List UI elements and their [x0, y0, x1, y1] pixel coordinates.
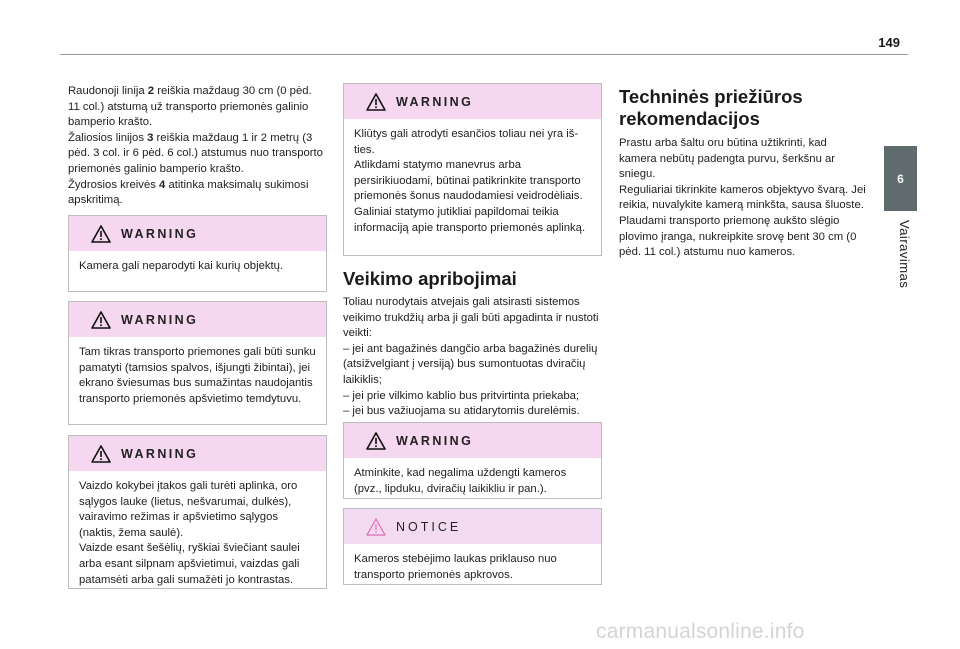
warning-title: WARNING [121, 312, 199, 327]
limitations-paragraph: Toliau nurodytais atvejais gali atsirasti sistemos veikimo trukdžių arba ji gali būti apgadinta ir nustoti veikti: – jei ant bagažinės dangčio arba bagažinės durelių (atsižvelgiant į versiją) bus sumontuotas dviračių laikiklis; – jei prie vilkimo kablio bus pritvirtinta priekaba; – jei bus važiuojama su atidarytomis durelėmis. [343, 296, 599, 418]
warning-title: WARNING [121, 446, 199, 461]
warning-triangle-icon [91, 311, 111, 329]
warning-body: Kamera gali neparodyti kai kurių objektų. [79, 260, 284, 272]
warning-header [69, 216, 326, 251]
warning-header [69, 436, 326, 471]
notice-body: Kameros stebėjimo laukas priklauso nuo transporto priemonės apkrovos. [354, 553, 557, 581]
warning-title: WARNING [396, 433, 474, 448]
warning-triangle-icon [91, 225, 111, 243]
warning-body: Atminkite, kad negalima uždengti kameros (pvz., lipduku, dviračių laikikliu ir pan.). [354, 467, 567, 495]
warning-title: WARNING [396, 94, 474, 109]
watermark: carmanualsonline.info [596, 620, 805, 643]
warning-box-dim-vehicles [68, 301, 327, 425]
warning-header [344, 423, 601, 458]
maintenance-paragraph: Prastu arba šaltu oru būtina užtikrinti, kad kamera nebūtų padengta purvu, šerkšnu ar sniegu. Reguliariai tikrinkite kameros objektyvo švarą. Jei reikia, nuvalykite kamerą minkšta, sausa šluoste. Plaudami transporto priemonę aukšto slėgio plovimo įranga, nukreipkite srovę bent 30 cm (0 pėd. 11 col.) atstumu nuo kameros. [619, 137, 866, 259]
limitations-section [343, 268, 601, 420]
maintenance-section [619, 86, 867, 261]
warning-title: WARNING [121, 226, 199, 241]
reference-number: 3 [147, 131, 154, 144]
warning-box-obstacles [343, 83, 602, 256]
intro-paragraph: Raudonoji linija 2 reiškia maždaug 30 cm (0 pėd. 11 col.) atstumą už transporto priemonės galinio bamperio krašto. Žaliosios linijos 3 reiškia maždaug 1 ir 2 metrų (3 pėd. 3 col. ir 6 pėd. 6 col.) atstumus nuo transporto priemonės galinio bamperio krašto. Žydrosios kreivės 4 atitinka maksimalų sukimosi apskritimą. [68, 85, 323, 207]
section-heading: Veikimo apribojimai [343, 268, 517, 289]
warning-triangle-icon [91, 445, 111, 463]
section-heading: Techninės priežiūros rekomendacijos [619, 86, 803, 129]
page-number: 149 [878, 35, 900, 50]
notice-box-field-of-view [343, 508, 602, 585]
header-rule [60, 54, 908, 55]
notice-header [344, 509, 601, 544]
warning-body: Kliūtys gali atrodyti esančios toliau nei yra išties. Atlikdami statymo manevrus arba persirikiuodami, būtinai patikrinkite transporto priemonės šonus naudodamiesi veidrodėliais. Galiniai statymo jutikliai papildomai teikia informaciją apie transporto priemonės aplinką. [354, 128, 586, 234]
reference-number: 2 [147, 85, 155, 97]
warning-body: Vaizdo kokybei įtakos gali turėti aplinka, oro sąlygos lauke (lietus, nešvarumai, dulkės), vairavimo režimas ir apšvietimo sąlygos (naktis, žema saulė). Vaizde esant šešėlių, ryškiai šviečiant saulei arba esant silpnam apšvietimui, vaizdas gali patamsėti arba gali sumažėti jo kontrastas. [79, 480, 300, 586]
warning-box-cover-camera [343, 422, 602, 499]
warning-triangle-icon [366, 432, 386, 450]
warning-box-image-quality [68, 435, 327, 589]
warning-header [69, 302, 326, 337]
warning-header [344, 84, 601, 119]
chapter-label: Vairavimas [897, 220, 912, 289]
reference-number: 4 [159, 178, 166, 191]
chapter-tab[interactable]: 6 [884, 146, 917, 211]
warning-body: Tam tikras transporto priemones gali būti sunku pamatyti (tamsios spalvos, išjungti žibintai), jei ekrano šviesumas bus sumažintas naudojantis transporto priemonės apšvietimo temdytuvu. [79, 346, 316, 405]
notice-title: NOTICE [396, 519, 462, 534]
notice-triangle-icon [366, 518, 386, 536]
warning-box-camera-objects [68, 215, 327, 292]
warning-triangle-icon [366, 93, 386, 111]
column-1 [68, 84, 326, 209]
